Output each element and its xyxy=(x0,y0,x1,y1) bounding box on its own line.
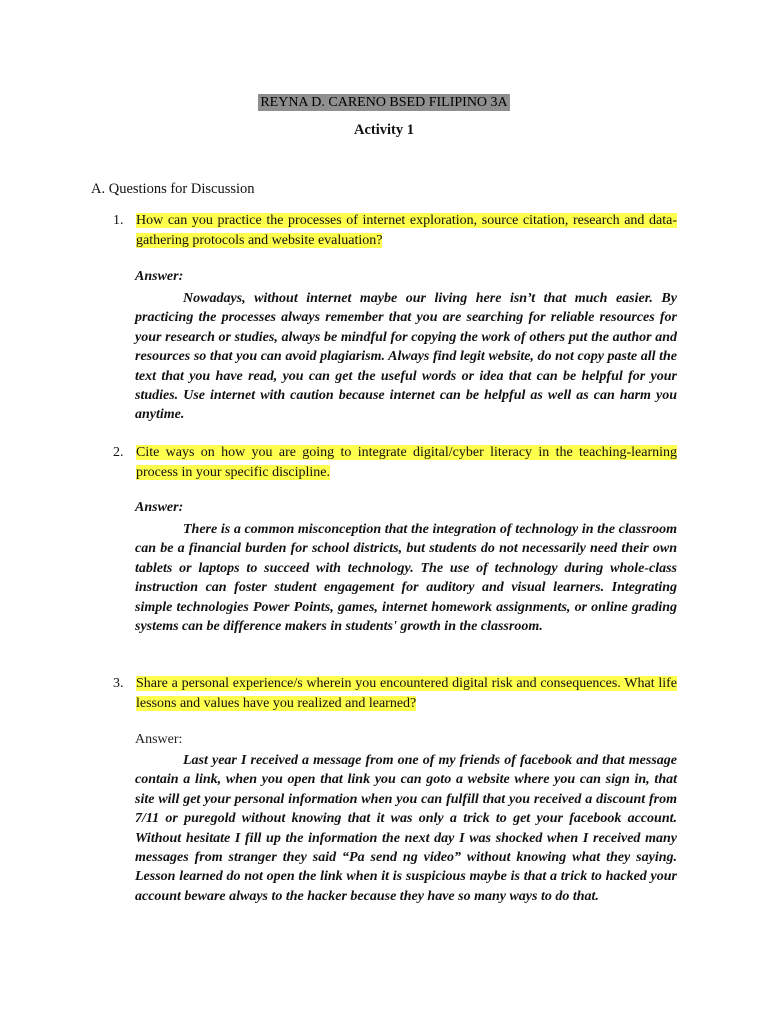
question-number: 1. xyxy=(113,213,124,228)
question-number: 3. xyxy=(113,676,124,691)
document-header xyxy=(0,93,768,111)
student-name-line: REYNA D. CARENO BSED FILIPINO 3A xyxy=(260,95,508,110)
answer-label: Answer: xyxy=(135,732,183,747)
answer-label: Answer: xyxy=(135,269,184,284)
answer-text: There is a common misconception that the integration of technology in the classroom can be a financial burden for school districts, but students do not necessarily need their own tablets or laptops to succeed with technology. The use of technology during whole-class instruction can foster student engagement for auditory and visual learners. Integrating simple technologies Power Points, games, internet homework assignments, or online grading systems can be difference makers in students' growth in the classroom. xyxy=(135,522,677,635)
activity-title: Activity 1 xyxy=(354,122,414,138)
question-number: 2. xyxy=(113,445,124,460)
answer-2 xyxy=(135,520,677,636)
question-text: How can you practice the processes of internet exploration, source citation, research and data-gathering protocols and website evaluation? xyxy=(136,213,677,248)
answer-text: Nowadays, without internet maybe our living here isn’t that much easier. By practicing the processes always remember that you are searching for reliable resources for your research or studies, always be mindful for copying the work of others put the author and resources so that you can avoid plagiarism. Always find legit website, do not copy paste all the text that you have read, you can get the useful words or idea that can be helpful for your studies. Use internet with caution because internet can be helpful as well as can harm you anytime. xyxy=(135,291,677,423)
answer-1 xyxy=(135,289,677,425)
section-title: A. Questions for Discussion xyxy=(91,181,255,197)
answer-3 xyxy=(135,751,677,906)
answer-label: Answer: xyxy=(135,500,184,515)
question-text: Cite ways on how you are going to integrate digital/cyber literacy in the teaching-learning process in your specific discipline. xyxy=(136,445,677,480)
question-text: Share a personal experience/s wherein you encountered digital risk and consequences. What life lessons and values have you realized and learned? xyxy=(136,676,677,711)
answer-text: Last year I received a message from one of my friends of facebook and that message contain a link, when you open that link you can goto a website where you can sign in, that site will get your personal information when you can fulfill that you received a discount from 7/11 or puregold without knowing that it was only a trick to get your facebook account. Without hesitate I fill up the information the next day I was shocked when I received many messages from stranger they said “Pa send ng video” without knowing what they saying. Lesson learned do not open the link when it is suspicious maybe is that a trick to hacked your account beware always to the hacker because they have so many ways to do that. xyxy=(135,753,677,904)
